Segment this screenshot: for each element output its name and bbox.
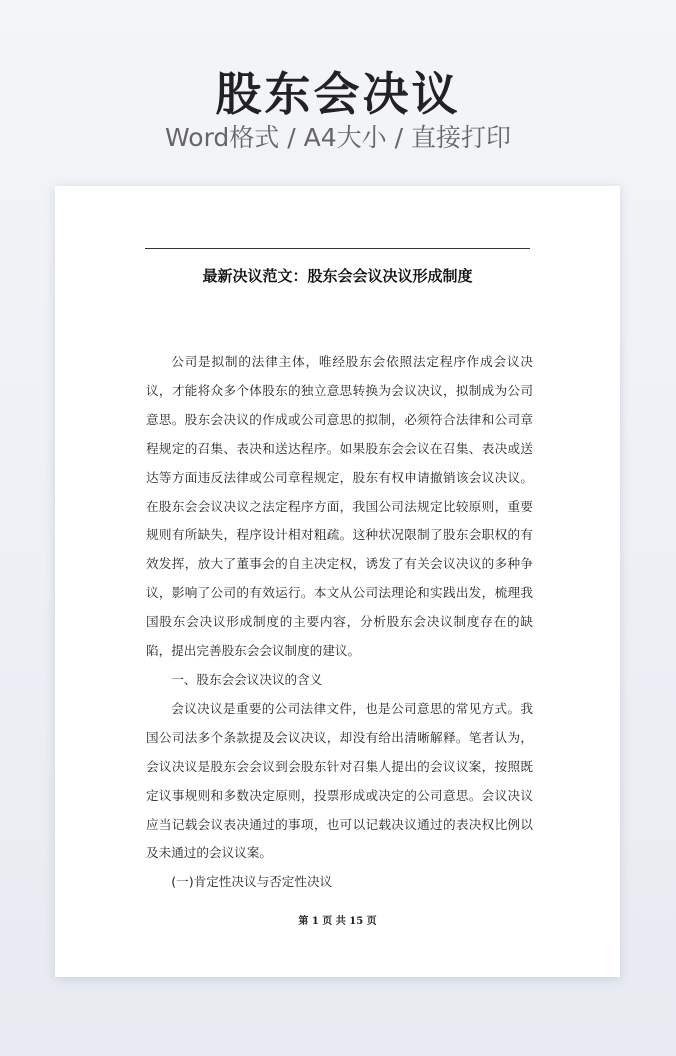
document-body xyxy=(146,348,533,897)
subsection-heading: (一)肯定性决议与否定性决议 xyxy=(171,874,333,890)
header-rule xyxy=(145,248,530,249)
page-subtitle: Word格式 / A4大小 / 直接打印 xyxy=(165,123,511,152)
body-paragraph: 会议决议是重要的公司法律文件，也是公司意思的常见方式。我国公司法多个条款提及会议决议，却没有给出清晰解释。笔者认为，会议决议是股东会会议到会股东针对召集人提出的会议议案，按照既定议事规则和多数决定原则，投票形成或决定的公司意思。会议决议应当记载会议表决通过的事项，也可以记载决议通过的表决权比例以及未通过的会议议案。 xyxy=(146,700,533,861)
page-number: 第 1 页 共 15 页 xyxy=(298,916,377,927)
document-title: 最新决议范文：股东会会议决议形成制度 xyxy=(202,267,473,285)
page-title: 股东会决议 xyxy=(215,67,461,121)
document-page xyxy=(55,186,620,977)
section-heading: 一、股东会会议决议的含义 xyxy=(171,671,323,687)
body-paragraph: 公司是拟制的法律主体，唯经股东会依照法定程序作成会议决议，才能将众多个体股东的独立意思转换为会议决议，拟制成为公司意思。股东会决议的作成或公司意思的拟制，必须符合法律和公司章程规定的召集、表决和送达程序。如果股东会会议在召集、表决或送达等方面违反法律或公司章程规定，股东有权申请撤销该会议决议。在股东会会议决议之法定程序方面，我国公司法规定比较原则，重要规则有所缺失，程序设计相对粗疏。这种状况限制了股东会职权的有效发挥，放大了董事会的自主决定权，诱发了有关会议决议的多种争议，影响了公司的有效运行。本文从公司法理论和实践出发，梳理我国股东会决议形成制度的主要内容，分析股东会决议制度存在的缺陷，提出完善股东会会议制度的建议。 xyxy=(146,354,533,659)
